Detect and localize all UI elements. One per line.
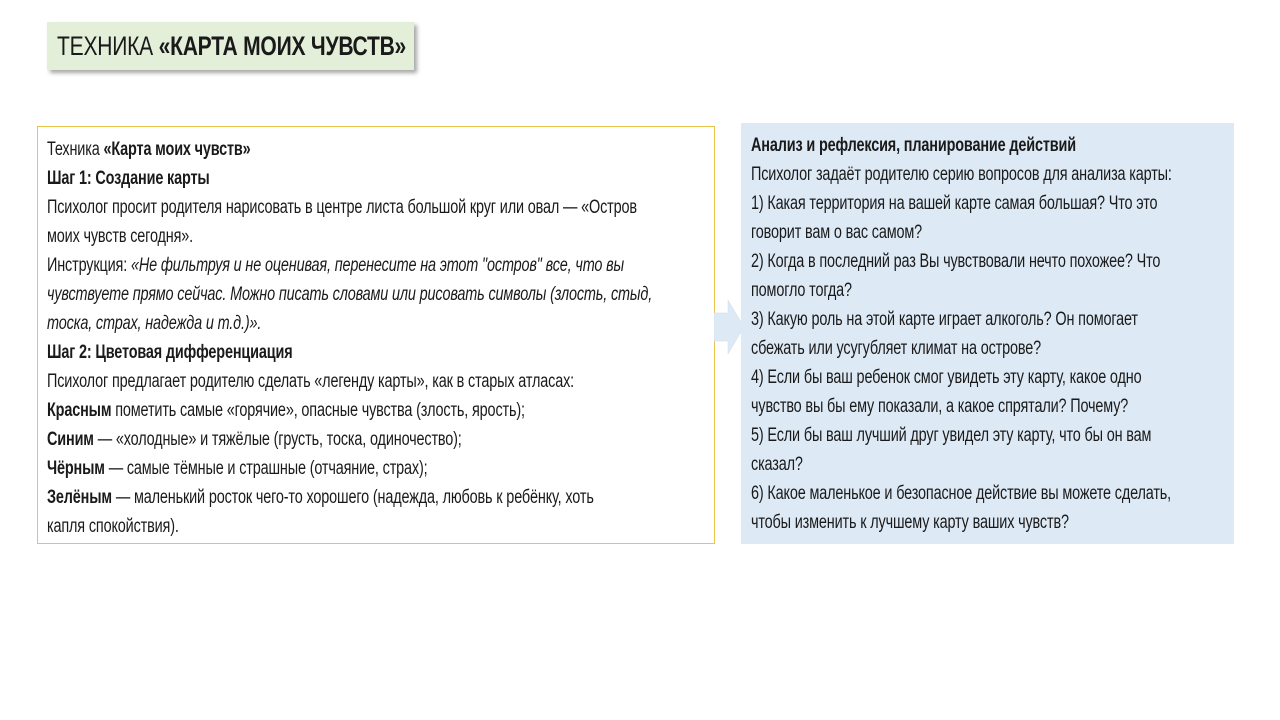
- right-arrow-icon: [714, 300, 744, 354]
- step1-text-line2: моих чувств сегодня».: [47, 226, 194, 247]
- slide-title: [47, 22, 414, 70]
- technique-name: «Карта моих чувств»: [103, 139, 251, 160]
- analysis-reflection-box: [741, 123, 1234, 544]
- instruction-line3: тоска, страх, надежда и т.д.)».: [47, 313, 262, 334]
- instruction-line1: [47, 251, 625, 280]
- legend-green-text-1: — маленький росток чего-то хорошего (надежда, любовь к ребёнку, хоть: [111, 487, 594, 508]
- step2-text: Психолог предлагает родителю сделать «легенду карты», как в старых атласах:: [47, 371, 575, 392]
- step1-heading: Шаг 1: Создание карты: [47, 168, 210, 189]
- legend-black-label: Чёрным: [47, 458, 105, 479]
- legend-blue: [47, 425, 547, 454]
- step2-heading: Шаг 2: Цветовая дифференциация: [47, 342, 293, 363]
- legend-red: [47, 396, 547, 425]
- title-prefix: ТЕХНИКА: [57, 30, 159, 61]
- question-1-line1: 1) Какая территория на вашей карте самая большая? Что это: [751, 193, 1158, 214]
- question-2-line2: помогло тогда?: [751, 280, 852, 301]
- legend-black-text: — самые тёмные и страшные (отчаяние, страх);: [104, 458, 428, 479]
- question-3-line1: 3) Какую роль на этой карте играет алкоголь? Он помогает: [751, 309, 1138, 330]
- technique-description-box: [37, 126, 715, 544]
- question-4-line2: чувство вы бы ему показали, а какое спрятали? Почему?: [751, 396, 1129, 417]
- legend-green-text-2: капля спокойствия).: [47, 516, 179, 537]
- slide-title-text: [57, 31, 406, 62]
- question-1-line2: говорит вам о вас самом?: [751, 222, 923, 243]
- legend-black: [47, 454, 547, 483]
- instruction-text-1: «Не фильтруя и не оценивая, перенесите на этот "остров" все, что вы: [130, 255, 625, 276]
- legend-green: [47, 483, 594, 512]
- question-6-line1: 6) Какое маленькое и безопасное действие вы можете сделать,: [751, 483, 1172, 504]
- analysis-intro: Психолог задаёт родителю серию вопросов для анализа карты:: [751, 164, 1172, 185]
- step1-text-line1: Психолог просит родителя нарисовать в центре листа большой круг или овал — «Остров: [47, 197, 637, 218]
- question-4-line1: 4) Если бы ваш ребенок смог увидеть эту карту, какое одно: [751, 367, 1142, 388]
- instruction-line2: чувствуете прямо сейчас. Можно писать словами или рисовать символы (злость, стыд,: [47, 284, 653, 305]
- legend-blue-label: Синим: [47, 429, 94, 450]
- technique-label: Техника: [47, 139, 104, 160]
- analysis-heading: Анализ и рефлексия, планирование действий: [751, 135, 1076, 156]
- question-5-line2: сказал?: [751, 454, 803, 475]
- legend-green-label: Зелёным: [47, 487, 112, 508]
- technique-name-line: [47, 135, 547, 164]
- title-bold: «КАРТА МОИХ ЧУВСТВ»: [158, 30, 407, 61]
- instruction-label: Инструкция:: [47, 255, 131, 276]
- legend-red-text: пометить самые «горячие», опасные чувства (злость, ярость);: [111, 400, 525, 421]
- question-3-line2: сбежать или усугубляет климат на острове?: [751, 338, 1042, 359]
- question-6-line2: чтобы изменить к лучшему карту ваших чувств?: [751, 512, 1069, 533]
- legend-red-label: Красным: [47, 400, 112, 421]
- question-2-line1: 2) Когда в последний раз Вы чувствовали нечто похожее? Что: [751, 251, 1161, 272]
- legend-blue-text: — «холодные» и тяжёлые (грусть, тоска, одиночество);: [93, 429, 462, 450]
- question-5-line1: 5) Если бы ваш лучший друг увидел эту карту, что бы он вам: [751, 425, 1152, 446]
